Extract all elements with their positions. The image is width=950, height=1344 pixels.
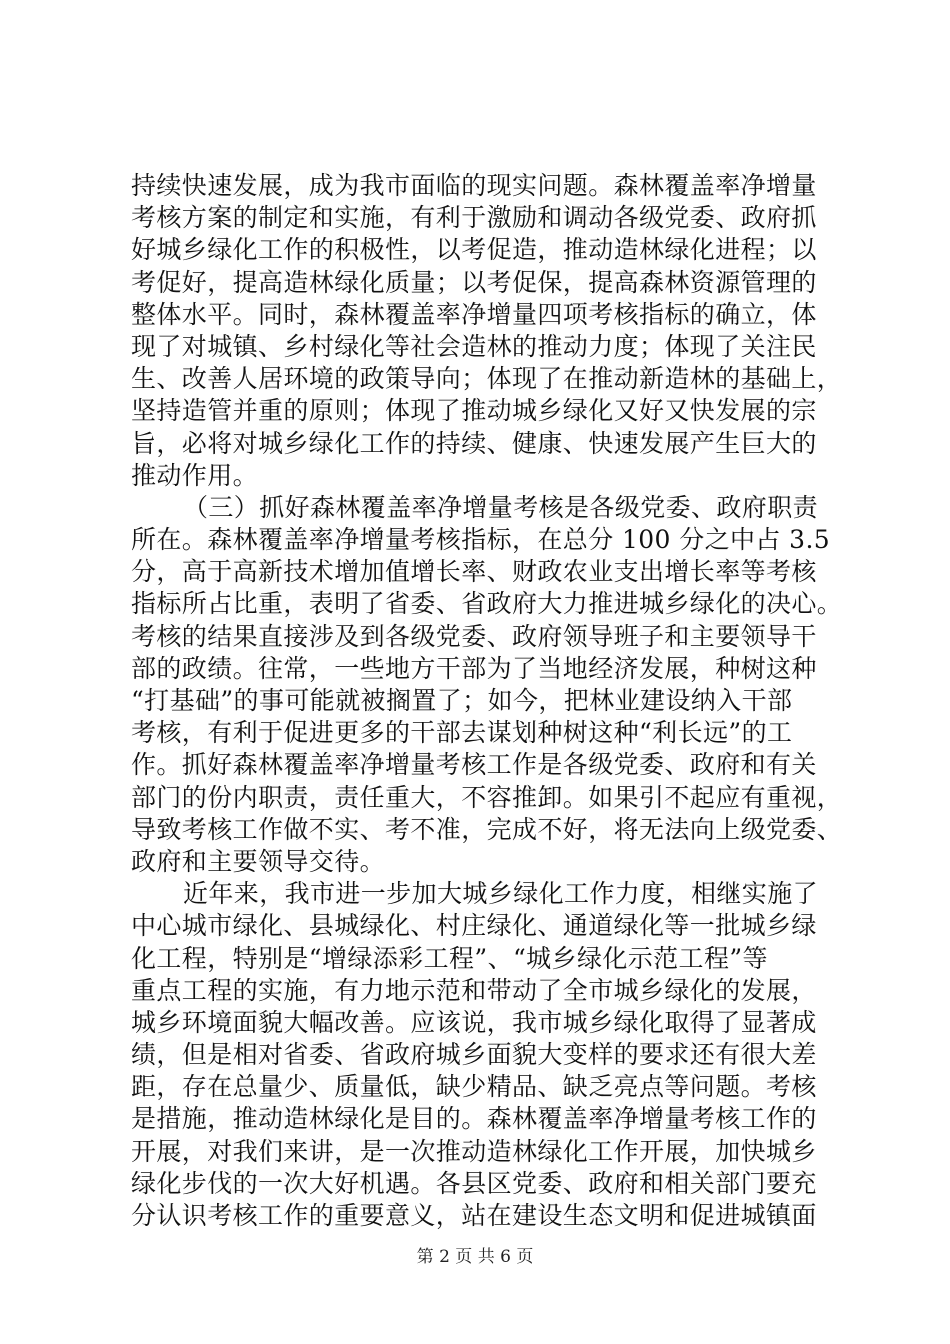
text-line: 持续快速发展，成为我市面临的现实问题。森林覆盖率净增量 [131, 171, 817, 200]
text-line: 中心城市绿化、县城绿化、村庄绿化、通道绿化等一批城乡绿 [131, 911, 817, 941]
text-line: 是措施，推动造林绿化是目的。森林覆盖率净增量考核工作的 [131, 1104, 817, 1134]
text-line: 化工程，特别是“增绿添彩工程”、“城乡绿化示范工程”等 [131, 943, 768, 973]
text-line: “打基础”的事可能就被搁置了；如今，把林业建设纳入干部 [131, 686, 793, 715]
page-footer: 第 2 页 共 6 页 [416, 1247, 534, 1267]
text-line: 政府和主要领导交待。 [131, 846, 386, 876]
text-line: 所在。森林覆盖率净增量考核指标，在总分 100 分之中占 3.5 [131, 525, 831, 555]
text-line: 开展，对我们来讲，是一次推动造林绿化工作开展，加快城乡 [131, 1136, 817, 1166]
text-line: 分，高于高新技术增加值增长率、财政农业支出增长率等考核 [131, 557, 817, 587]
text-line: 考核的结果直接涉及到各级党委、政府领导班子和主要领导干 [131, 621, 817, 651]
text-line: 重点工程的实施，有力地示范和带动了全市城乡绿化的发展， [131, 975, 817, 1005]
text-line: 指标所占比重，表明了省委、省政府大力推进城乡绿化的决心。 [131, 589, 843, 619]
text-line: 考促好，提高造林绿化质量；以考促保，提高森林资源管理的 [131, 267, 817, 297]
text-line: 考核，有利于促进更多的干部去谋划种树这种“利长远”的工 [131, 718, 793, 748]
text-line: 现了对城镇、乡村绿化等社会造林的推动力度；体现了关注民 [131, 331, 817, 361]
text-line: 部的政绩。往常，一些地方干部为了当地经济发展，种树这种 [131, 653, 817, 683]
text-line: 绩，但是相对省委、省政府城乡面貌大变样的要求还有很大差 [131, 1040, 817, 1070]
text-line: 整体水平。同时，森林覆盖率净增量四项考核指标的确立，体 [131, 299, 817, 329]
paragraph-first-line: （三）抓好森林覆盖率净增量考核是各级党委、政府职责 [183, 492, 819, 522]
text-line: 导致考核工作做不实、考不准，完成不好，将无法向上级党委、 [131, 814, 843, 844]
text-line: 生、改善人居环境的政策导向；体现了在推动新造林的基础上， [131, 364, 843, 394]
text-line: 绿化步伐的一次大好机遇。各县区党委、政府和相关部门要充 [131, 1168, 817, 1198]
text-line: 距，存在总量少、质量低，缺少精品、缺乏亮点等问题。考核 [131, 1072, 817, 1102]
text-line: 考核方案的制定和实施，有利于激励和调动各级党委、政府抓 [131, 203, 817, 233]
text-line: 城乡环境面貌大幅改善。应该说，我市城乡绿化取得了显著成 [131, 1007, 817, 1037]
text-line: 推动作用。 [131, 460, 259, 490]
text-line: 分认识考核工作的重要意义，站在建设生态文明和促进城镇面 [131, 1201, 817, 1230]
text-line: 坚持造管并重的原则；体现了推动城乡绿化又好又快发展的宗 [131, 396, 817, 426]
text-line: 部门的份内职责，责任重大，不容推卸。如果引不起应有重视， [131, 782, 843, 812]
body-text [131, 170, 843, 1232]
text-line: 好城乡绿化工作的积极性，以考促造，推动造林绿化进程；以 [131, 235, 817, 265]
text-line: 作。抓好森林覆盖率净增量考核工作是各级党委、政府和有关 [131, 750, 817, 780]
text-line: 旨，必将对城乡绿化工作的持续、健康、快速发展产生巨大的 [131, 428, 817, 458]
paragraph-first-line: 近年来，我市进一步加大城乡绿化工作力度，相继实施了 [183, 879, 819, 909]
